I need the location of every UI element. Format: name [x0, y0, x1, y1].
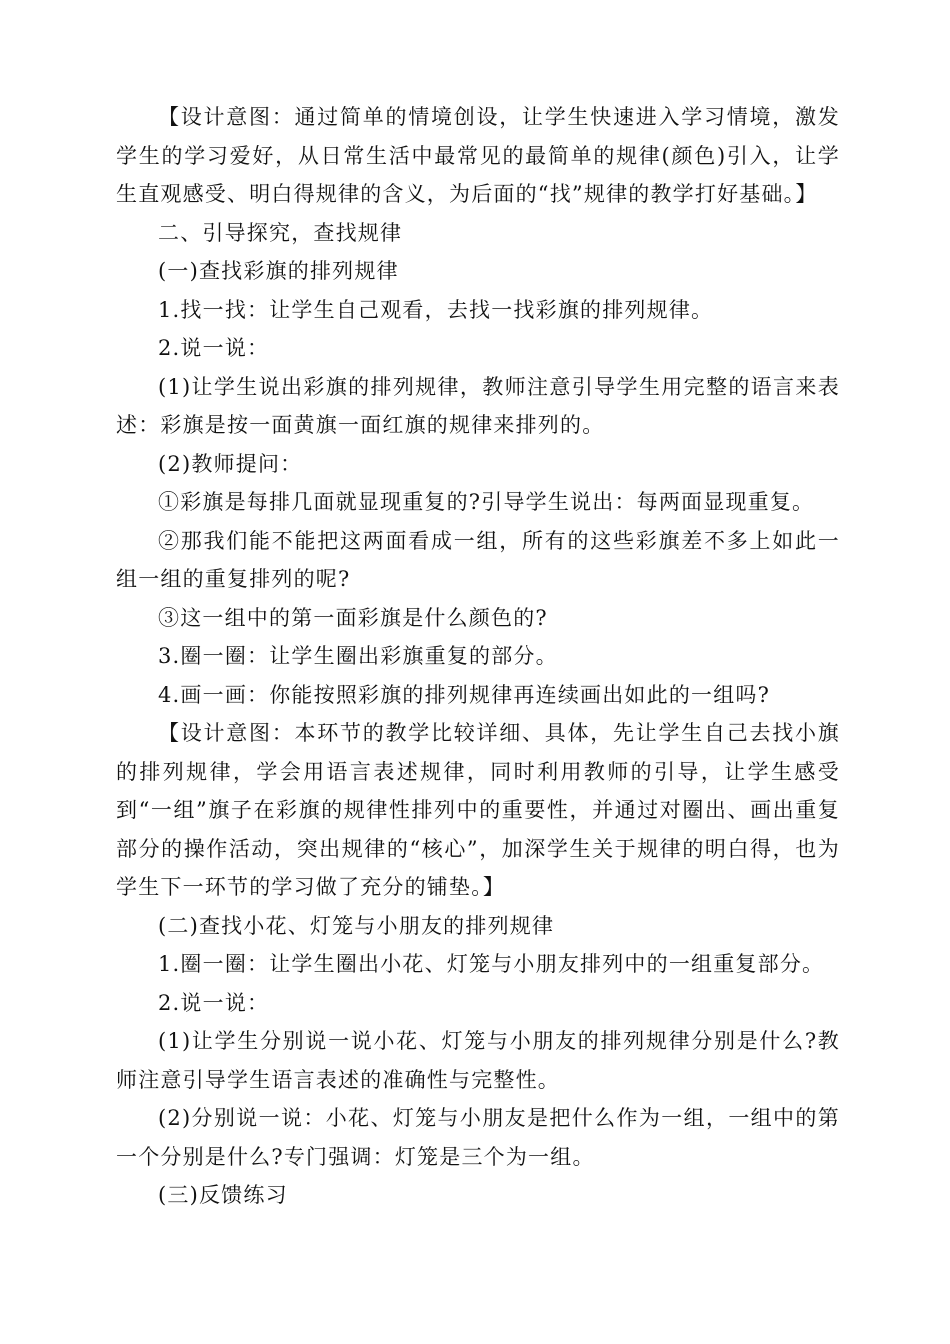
step-say-2-item-2: (2)分别说一说：小花、灯笼与小朋友是把什么作为一组，一组中的第一个分别是什么?专门强调：灯笼是三个为一组。	[116, 1106, 840, 1169]
step-say-item-1: (1)让学生说出彩旗的排列规律，教师注意引导学生用完整的语言来表述：彩旗是按一面黄旗一面红旗的规律来排列的。	[116, 374, 840, 437]
step-circle-2: 1.圈一圈：让学生圈出小花、灯笼与小朋友排列中的一组重复部分。	[158, 952, 825, 976]
subsection-heading-practice: (三)反馈练习	[158, 1183, 288, 1207]
step-circle: 3.圈一圈：让学生圈出彩旗重复的部分。	[158, 644, 558, 668]
design-intent-paragraph-1: 【设计意图：通过简单的情境创设，让学生快速进入学习情境，激发学生的学习爱好，从日常生活中最常见的最简单的规律(颜色)引入，让学生直观感受、明白得规律的含义，为后面的“找”规律的教学打好基础。】	[116, 105, 840, 206]
step-say-2: 2.说一说：	[158, 990, 270, 1015]
design-intent-paragraph-2: 【设计意图：本环节的教学比较详细、具体，先让学生自己去找小旗的排列规律，学会用语言表述规律，同时利用教师的引导，让学生感受到“一组”旗子在彩旗的规律性排列中的重要性，并通过对圈出、画出重复部分的操作活动，突出规律的“核心”，加深学生关于规律的明白得，也为学生下一环节的学习做了充分的铺垫。】	[116, 721, 840, 899]
step-say-item-2: (2)教师提问：	[158, 451, 303, 476]
question-2: ②那我们能不能把这两面看成一组，所有的这些彩旗差不多上如此一组一组的重复排列的呢?	[116, 528, 840, 591]
question-3: ③这一组中的第一面彩旗是什么颜色的?	[158, 605, 548, 630]
question-1: ①彩旗是每排几面就显现重复的?引导学生说出：每两面显现重复。	[158, 490, 815, 514]
section-heading-2: 二、引导探究，查找规律	[158, 220, 403, 245]
step-draw: 4.画一画：你能按照彩旗的排列规律再连续画出如此的一组吗?	[158, 682, 771, 707]
step-find: 1.找一找：让学生自己观看，去找一找彩旗的排列规律。	[158, 297, 714, 322]
step-say-2-item-1: (1)让学生分别说一说小花、灯笼与小朋友的排列规律分别是什么?教师注意引导学生语言表述的准确性与完整性。	[116, 1029, 840, 1092]
subsection-heading-flags: (一)查找彩旗的排列规律	[158, 259, 399, 283]
subsection-heading-flowers: (二)查找小花、灯笼与小朋友的排列规律	[158, 913, 555, 938]
step-say: 2.说一说：	[158, 336, 270, 360]
document-body	[116, 98, 840, 1215]
